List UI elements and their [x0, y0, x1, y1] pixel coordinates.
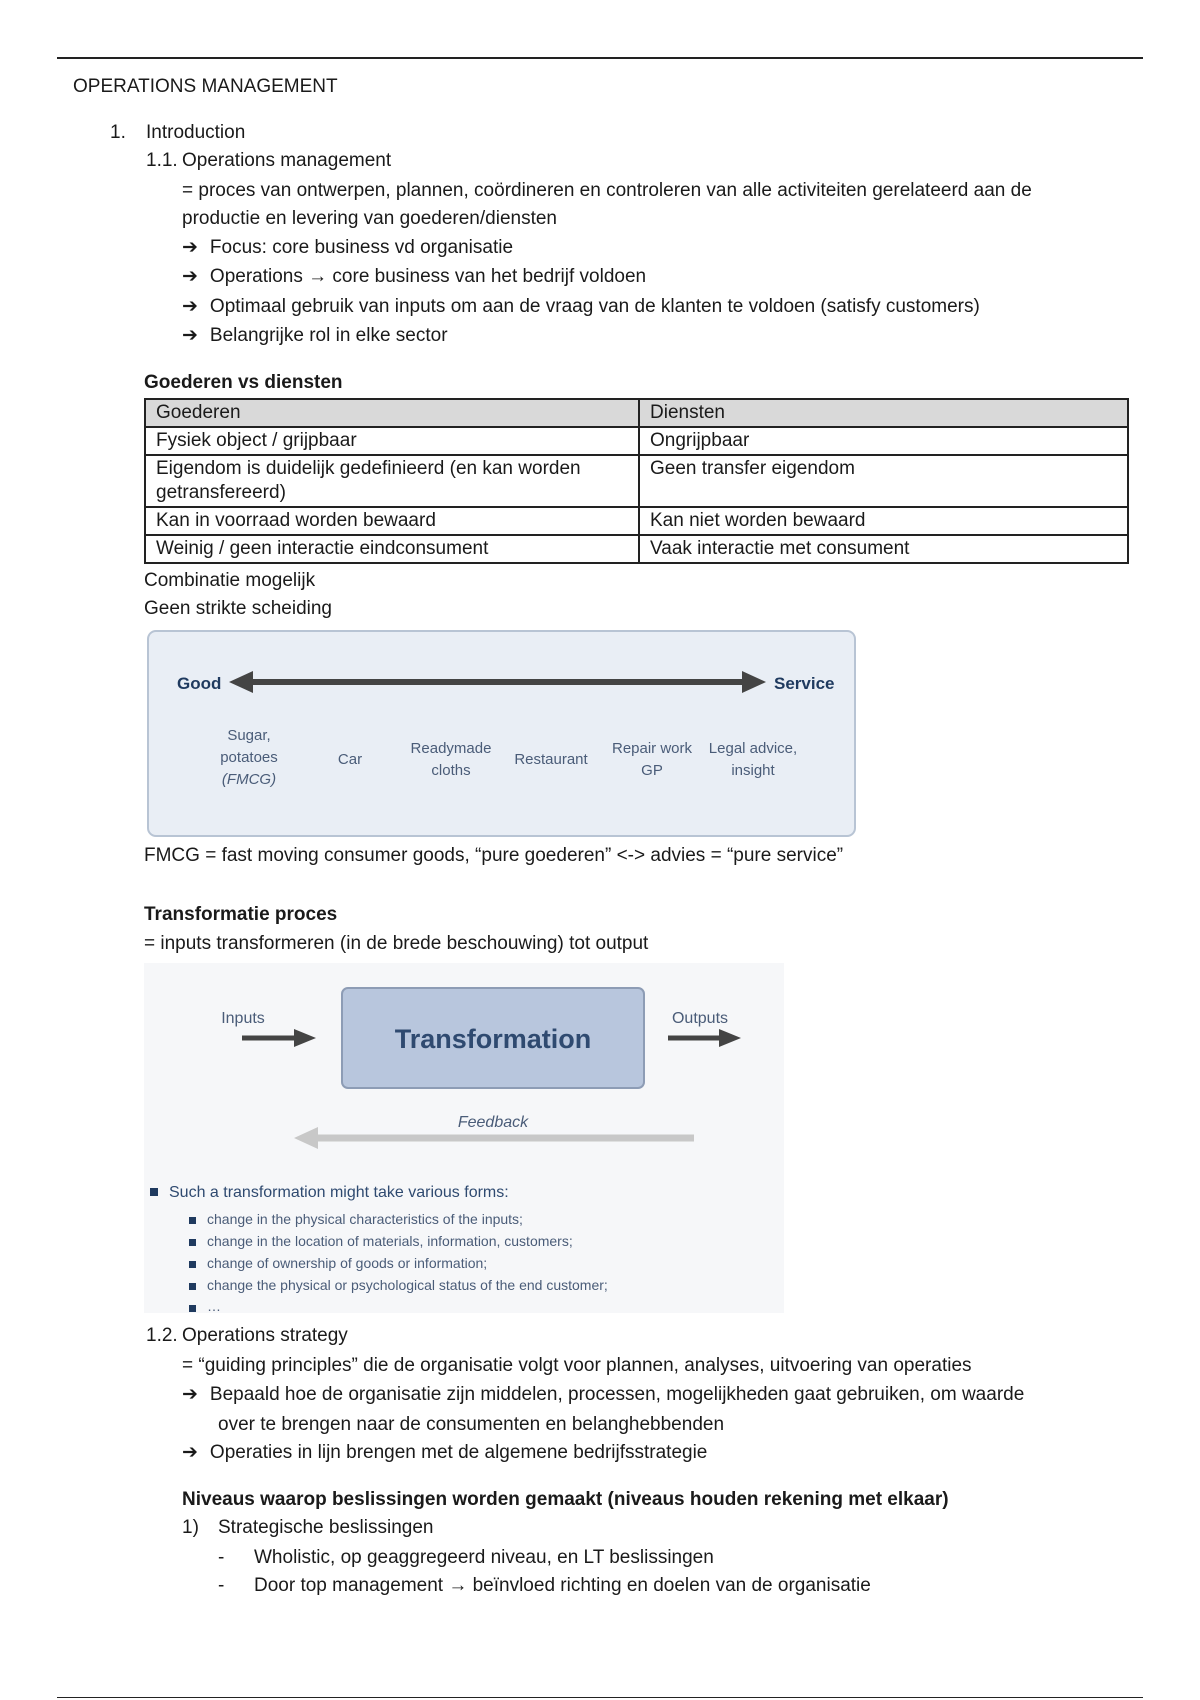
bullet-text: Belangrijke rol in elke sector	[209, 325, 448, 346]
continuum-item-text: cloths	[431, 762, 471, 779]
section-1-1-title: Operations management	[182, 150, 392, 171]
level-1-number: 1)	[182, 1517, 199, 1538]
continuum-service-label: Service	[774, 674, 835, 693]
table-cell: Ongrijpbaar	[639, 427, 1128, 455]
continuum-item-text: Repair work	[611, 740, 693, 757]
goods-service-continuum-figure	[147, 630, 856, 837]
inputs-label: Inputs	[221, 1010, 265, 1027]
section-1-2-title: Operations strategy	[182, 1325, 348, 1346]
strategy-definition: = “guiding principles” die de organisatie volgt voor plannen, analyses, uitvoering van operaties	[182, 1355, 972, 1376]
table-row	[145, 427, 1128, 455]
table-row	[145, 455, 1128, 507]
table-cell: Eigendom is duidelijk gedefinieerd (en kan worden getransfereerd)	[145, 455, 639, 507]
form-item: change of ownership of goods or information;	[207, 1255, 488, 1271]
continuum-item-text: Readymade	[410, 740, 492, 757]
table-cell: Kan in voorraad worden bewaard	[145, 507, 639, 535]
section-1-title: Introduction	[146, 122, 246, 143]
bullet-item	[182, 1441, 707, 1465]
table-cell: Kan niet worden bewaard	[639, 507, 1128, 535]
feedback-label: Feedback	[457, 1114, 529, 1131]
continuum-item-sugar	[220, 727, 278, 788]
bullet-item	[182, 324, 448, 348]
goods-vs-services-table	[144, 398, 1129, 564]
continuum-item-text: Restaurant	[514, 751, 588, 768]
transformation-box-label: Transformation	[394, 1024, 592, 1054]
transformation-heading: Transformatie proces	[144, 904, 338, 925]
continuum-item-text: Sugar,	[227, 727, 271, 744]
square-bullet-icon	[189, 1283, 196, 1290]
bullet-item	[182, 295, 980, 319]
form-item: change the physical or psychological status of the end customer;	[207, 1277, 608, 1293]
column-header-services: Diensten	[639, 399, 1128, 427]
right-arrow-icon: ➔	[182, 266, 198, 287]
table-row	[145, 507, 1128, 535]
definition-line-2: productie en levering van goederen/diensten	[182, 208, 557, 229]
right-arrow-icon: ➔	[182, 325, 198, 346]
transformation-definition: = inputs transformeren (in de brede beschouwing) tot output	[144, 933, 649, 954]
column-header-goods: Goederen	[145, 399, 639, 427]
section-1-number: 1.	[110, 122, 126, 143]
bullet-continuation: over te brengen naar de consumenten en belanghebbenden	[218, 1414, 725, 1435]
form-item: …	[207, 1298, 221, 1313]
right-arrow-icon: ➔	[182, 1442, 198, 1463]
continuum-item-restaurant	[514, 751, 588, 768]
table-cell: Vaak interactie met consument	[639, 535, 1128, 563]
continuum-item-text: potatoes	[220, 749, 278, 766]
bullet-text: Focus: core business vd organisatie	[209, 237, 514, 258]
right-arrow-icon: ➔	[182, 1384, 198, 1405]
continuum-item-text: GP	[641, 762, 663, 779]
section-1-2-number: 1.2.	[146, 1325, 178, 1346]
continuum-item-car	[338, 751, 362, 768]
table-header-row	[145, 399, 1128, 427]
right-arrow-icon: ➔	[182, 237, 198, 258]
table-cell: Weinig / geen interactie eindconsument	[145, 535, 639, 563]
dash-bullet-icon: -	[218, 1575, 225, 1596]
level-1-title: Strategische beslissingen	[218, 1517, 434, 1538]
document-title: OPERATIONS MANAGEMENT	[73, 76, 338, 97]
outputs-label: Outputs	[671, 1010, 729, 1027]
continuum-good-label: Good	[177, 674, 222, 693]
dash-bullet-icon: -	[218, 1547, 225, 1568]
continuum-item-text: Legal advice,	[708, 740, 798, 757]
continuum-item-text: (FMCG)	[221, 771, 277, 788]
square-bullet-icon	[189, 1239, 196, 1246]
bullet-text: Operaties in lijn brengen met de algemene bedrijfsstrategie	[209, 1442, 708, 1463]
decision-levels-heading: Niveaus waarop beslissingen worden gemaakt (niveaus houden rekening met elkaar)	[182, 1489, 949, 1510]
section-1-1-number: 1.1.	[146, 150, 178, 171]
bullet-item	[182, 265, 646, 289]
form-item: change in the location of materials, information, customers;	[207, 1233, 573, 1249]
form-item: change in the physical characteristics of the inputs;	[207, 1211, 523, 1227]
bullet-text: Bepaald hoe de organisatie zijn middelen, processen, mogelijkheden gaat gebruiken, om waarde	[209, 1384, 1025, 1405]
right-arrow-icon: ➔	[182, 296, 198, 317]
continuum-item-text: insight	[731, 762, 775, 779]
top-rule	[57, 57, 1143, 59]
square-bullet-icon	[189, 1261, 196, 1268]
square-bullet-icon	[150, 1188, 158, 1196]
definition-line-1: = proces van ontwerpen, plannen, coördineren en controleren van alle activiteiten gerelateerd aan de	[182, 180, 1032, 201]
bullet-item	[182, 1383, 1024, 1407]
square-bullet-icon	[189, 1305, 196, 1312]
transformation-figure	[144, 963, 784, 1313]
bottom-rule	[57, 1697, 1143, 1698]
forms-lead-text: Such a transformation might take various forms:	[169, 1184, 509, 1201]
no-strict-separation-note: Geen strikte scheiding	[144, 598, 332, 619]
level-1-item: Wholistic, op geaggregeerd niveau, en LT beslissingen	[254, 1547, 714, 1568]
continuum-caption: FMCG = fast moving consumer goods, “pure goederen” <-> advies = “pure service”	[144, 845, 844, 866]
table-cell: Fysiek object / grijpbaar	[145, 427, 639, 455]
square-bullet-icon	[189, 1217, 196, 1224]
bullet-text: Operations → core business van het bedrijf voldoen	[209, 266, 647, 287]
bullet-item	[182, 236, 513, 260]
goods-vs-services-heading: Goederen vs diensten	[144, 372, 343, 393]
level-1-item: Door top management → beïnvloed richting en doelen van de organisatie	[254, 1575, 871, 1596]
table-row	[145, 535, 1128, 563]
bullet-text: Optimaal gebruik van inputs om aan de vraag van de klanten te voldoen (satisfy customers)	[209, 296, 980, 317]
combination-note: Combinatie mogelijk	[144, 570, 316, 591]
table-cell: Geen transfer eigendom	[639, 455, 1128, 507]
continuum-item-text: Car	[337, 751, 363, 768]
